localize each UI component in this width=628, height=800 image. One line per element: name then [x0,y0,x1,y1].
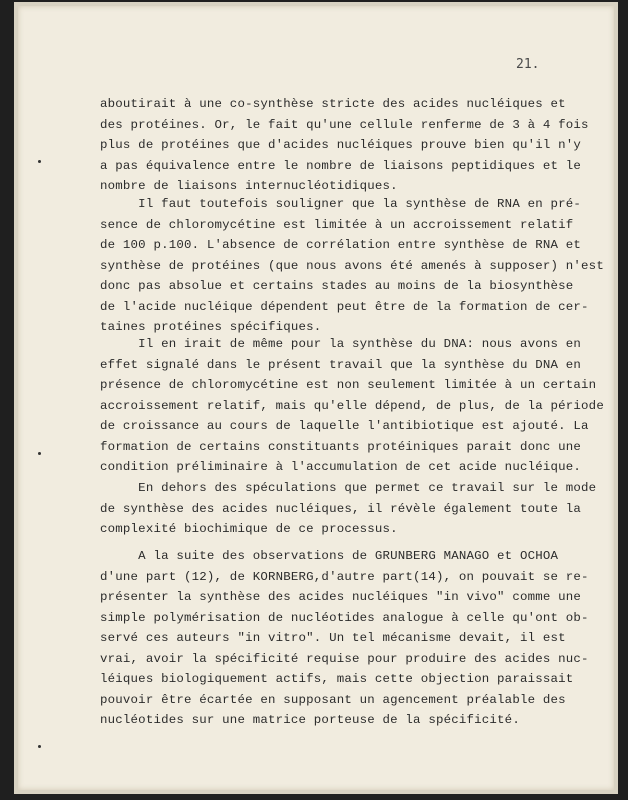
margin-dot [38,745,41,748]
text-line: de synthèse des acides nucléiques, il révèle également toute la [100,501,582,516]
text-line: A la suite des observations de GRUNBERG MANAGO et OCHOA [100,549,559,563]
paragraph-1 [100,94,589,197]
text-line: présenter la synthèse des acides nucléiques "in vivo" comme une [100,590,582,604]
text-line: Il faut toutefois souligner que la synthèse de RNA en pré- [100,197,582,211]
text-line: présence de chloromycétine est non seulement limitée à un certain [100,378,597,392]
text-line: d'une part (12), de KORNBERG,d'autre part(14), on pouvait se re- [100,569,589,584]
text-line: sence de chloromycétine est limitée à un accroissement relatif [100,217,574,232]
text-line: servé ces auteurs "in vitro". Un tel mécanisme devait, il est [100,631,566,645]
page-number: 21. [516,57,540,72]
text-line: formation de certains constituants protéiniques parait donc une [100,439,582,454]
text-line: léiques biologiquement actifs, mais cette objection paraissait [100,672,574,686]
text-line: simple polymérisation de nucléotides analogue à celle qu'ont ob- [100,610,589,625]
text-line: a pas équivalence entre le nombre de liaisons peptidiques et le [100,158,582,173]
text-line: donc pas absolue et certains stades au moins de la biosynthèse [100,279,574,293]
text-line: synthèse de protéines (que nous avons été amenés à supposer) n'est [100,258,604,273]
text-line: nucléotides sur une matrice porteuse de la spécificité. [100,713,520,727]
text-line: accroissement relatif, mais qu'elle dépend, de plus, de la période [100,398,604,413]
text-line: pouvoir être écartée en supposant un agencement préalable des [100,692,566,707]
paragraph-4 [100,478,597,540]
text-line: de l'acide nucléique dépendent peut être de la formation de cer- [100,299,589,314]
text-line: aboutirait à une co-synthèse stricte des acides nucléiques et [100,97,566,111]
text-line: En dehors des spéculations que permet ce travail sur le mode [100,481,597,495]
margin-dot [38,452,41,455]
text-line: des protéines. Or, le fait qu'une cellule renferme de 3 à 4 fois [100,117,589,132]
paragraph-5 [100,546,589,731]
text-line: nombre de liaisons internucléotidiques. [100,179,398,193]
paragraph-3 [100,334,604,478]
text-line: plus de protéines que d'acides nucléiques prouve bien qu'il n'y [100,138,582,152]
text-line: taines protéines spécifiques. [100,320,322,334]
paragraph-2 [100,194,604,338]
text-line: vrai, avoir la spécificité requise pour produire des acides nuc- [100,651,589,666]
margin-dot [38,160,41,163]
text-line: complexité biochimique de ce processus. [100,522,398,536]
text-line: Il en irait de même pour la synthèse du DNA: nous avons en [100,337,582,351]
text-line: condition préliminaire à l'accumulation de cet acide nucléique. [100,460,582,474]
text-line: effet signalé dans le présent travail que la synthèse du DNA en [100,357,582,372]
text-line: de 100 p.100. L'absence de corrélation entre synthèse de RNA et [100,238,582,252]
text-line: de croissance au cours de laquelle l'antibiotique est ajouté. La [100,419,589,433]
